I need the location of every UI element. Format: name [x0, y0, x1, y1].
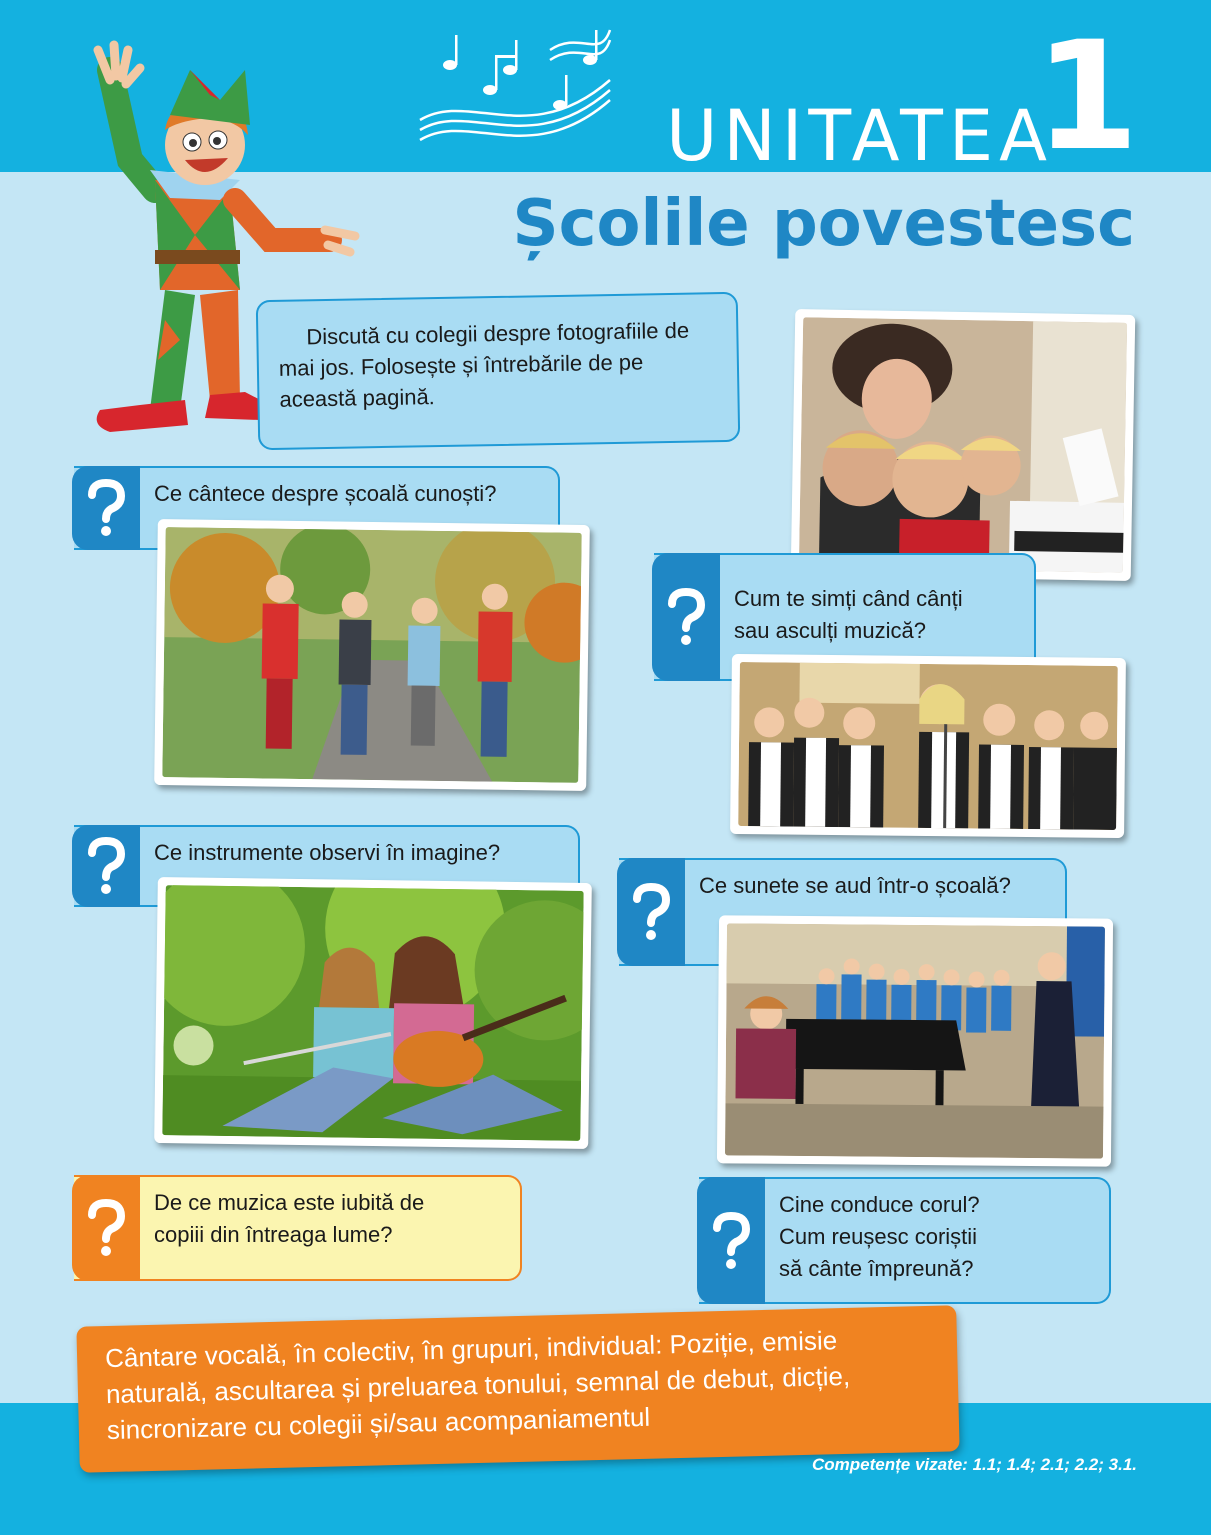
banner-line1: Cântare vocală, în colectiv, în grupuri, individual: Poziție, emisie — [104, 1325, 838, 1374]
question-text: Ce cântece despre școală cunoști? — [154, 481, 497, 506]
question-text-line2: Cum reușesc coriștii — [779, 1224, 978, 1249]
question-text-line1: Cum te simți când cânți — [734, 586, 963, 611]
page-title: Școlile povestesc — [512, 187, 1135, 261]
photo-piano-lesson — [791, 309, 1136, 581]
question-text: Ce sunete se aud într-o școală? — [699, 873, 1011, 898]
question-text-line3: să cânte împreună? — [779, 1256, 974, 1281]
intro-text: Discută cu colegii despre fotografiile de mai jos. Folosește și întrebările de pe această pagină. — [278, 317, 690, 412]
question-mark-icon — [72, 466, 140, 550]
music-notes-icon — [410, 10, 630, 165]
photo-children-walking — [154, 519, 590, 791]
question-box-children-music — [74, 1175, 522, 1281]
question-mark-icon — [72, 1175, 140, 1281]
question-box-choir-leader — [699, 1177, 1111, 1304]
question-mark-icon — [697, 1177, 765, 1304]
topic-banner — [76, 1305, 959, 1472]
intro-speech-box — [256, 292, 741, 450]
unit-label: UNITATEA — [666, 95, 1053, 177]
banner-line2: naturală, ascultarea și preluarea tonului, semnal de debut, dicție, — [105, 1360, 851, 1410]
unit-number: 1 — [1034, 10, 1139, 184]
question-text-line2: sau asculți muzică? — [734, 618, 926, 643]
question-text-line1: Cine conduce corul? — [779, 1192, 980, 1217]
question-mark-icon — [652, 553, 720, 681]
question-text: Ce instrumente observi în imagine? — [154, 840, 501, 865]
photo-choir — [730, 654, 1126, 838]
photo-girls-guitar — [154, 877, 592, 1149]
question-mark-icon — [72, 825, 140, 907]
question-mark-icon — [617, 858, 685, 966]
photo-school-choir-piano — [717, 915, 1113, 1166]
competences-note: Competențe vizate: 1.1; 1.4; 2.1; 2.2; 3.1. — [811, 1455, 1137, 1474]
question-text-line1: De ce muzica este iubită de — [154, 1190, 425, 1215]
banner-line3: sincronizare cu colegii și/sau acompaniamentul — [106, 1401, 651, 1446]
question-text-line2: copiii din întreaga lume? — [154, 1222, 393, 1247]
